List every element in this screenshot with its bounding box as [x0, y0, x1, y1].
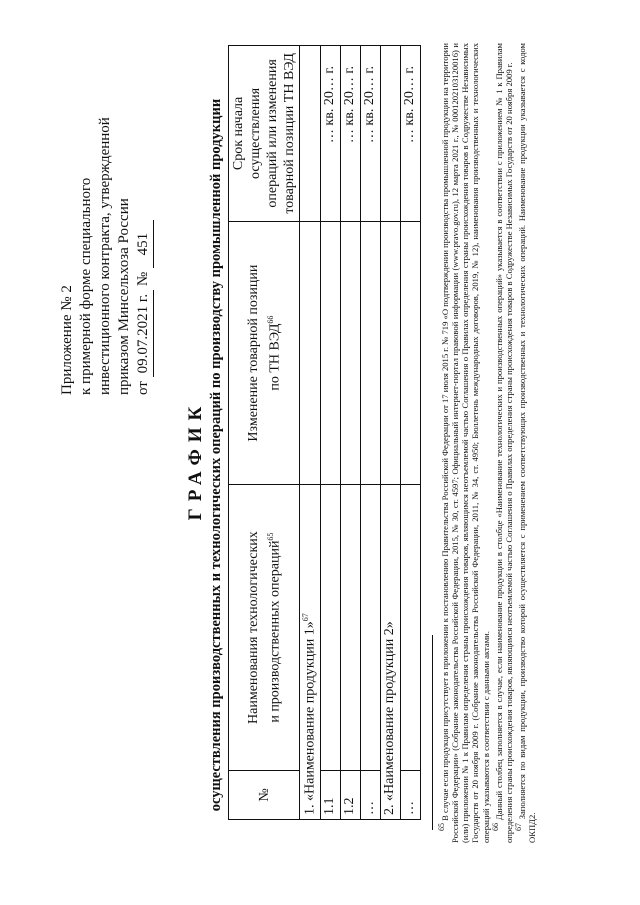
table-row [320, 46, 340, 820]
approval-date-line [134, 25, 154, 395]
approval-number: 451 [134, 220, 154, 268]
table-row-product-2 [380, 46, 400, 820]
table-row [340, 46, 360, 820]
approval-line: приказом Минсельхоза России [116, 198, 132, 395]
footnote-66: $^{66}$ Данный столбец заполняется в случае, если наименование продукции в столбце «Наименование технологических и производственных операций» указывается в соответствии с приложением № 1 к Правилам определения страны происхождения товаров, являющимся неотъемлемой частью Соглашения о Правилах определения страны происхождения товаров в Содружестве Независимых Государств от 20 ноября 2009 г. [490, 43, 514, 843]
row-number: 1.2 [340, 770, 360, 819]
footnote-65: $^{65}$ В случае если продукция присутствует в приложении к постановлению Правительства Российской Федерации от 17 июля 2015 г. № 719 «О подтверждении производства промышленной продукции на территории Российской Федерации» (Собрание законодательства Российской Федерации, 2015, № 30, ст. 4597; Официальный интернет-портал правовой информации (www.pravo.gov.ru), 12 марта 2021 г., № 0001202103120016) и (или) приложении № 1 к Правилам определения страны происхождения товаров, являющимся неотъемлемой частью Соглашения о Правилах определения страны происхождения товаров в Содружестве Независимых Государств от 20 ноября 2009 г. (Собрание законодательства Российской Федерации, 2011, № 34, ст. 4950; Бюллетень международных договоров, 2019, № 12), наименования производственных и технологических операций указываются в соответствии с данными актами. [437, 43, 491, 843]
product-2-name: 2. «Наименование продукции 2» [380, 485, 400, 820]
header-tnved-change: Изменение товарной позиции по ТН ВЭД$^{66}$ [229, 221, 300, 485]
approval-line: инвестиционного контракта, утвержденной [97, 117, 113, 395]
row-number: … [400, 770, 420, 819]
document-title: ГРАФИК [185, 399, 206, 521]
document-subtitle: осуществления производственных и технологических операций по производству промышленной продукции [208, 98, 224, 812]
approval-block [58, 25, 154, 395]
footnote-67: $^{67}$ Заполняется по видам продукции, производство которой осуществляется с применением соответствующих производственных и технологических операций. Наименование продукции указывается с кодом ОКПД2. [514, 43, 538, 843]
header-start-date: Срок начала осуществления операций или изменения товарной позиции ТН ВЭД [229, 46, 300, 222]
row-number: … [360, 770, 380, 819]
approval-date: 09.07.2021 г. [134, 290, 154, 377]
number-label: № [135, 271, 151, 287]
row-date: … кв. 20… г. [360, 46, 380, 222]
footnotes [437, 43, 537, 843]
footnote-divider [432, 635, 433, 830]
row-date: … кв. 20… г. [320, 46, 340, 222]
row-number: 1.1 [320, 770, 340, 819]
row-date: … кв. 20… г. [400, 46, 420, 222]
schedule-table [228, 45, 421, 820]
appendix-number: Приложение № 2 [59, 285, 75, 395]
header-operations: Наименования технологических и производственных операций$^{65}$ [229, 485, 300, 770]
table-header-row [229, 46, 300, 820]
header-number: № [229, 770, 300, 819]
table-row [360, 46, 380, 820]
from-label: от [135, 381, 151, 395]
approval-line: к примерной форме специального [78, 177, 94, 395]
product-1-name: 1. «Наименование продукции 1»$^{67}$ [300, 485, 321, 820]
table-row-product-1 [300, 46, 321, 820]
table-row [400, 46, 420, 820]
row-date: … кв. 20… г. [340, 46, 360, 222]
